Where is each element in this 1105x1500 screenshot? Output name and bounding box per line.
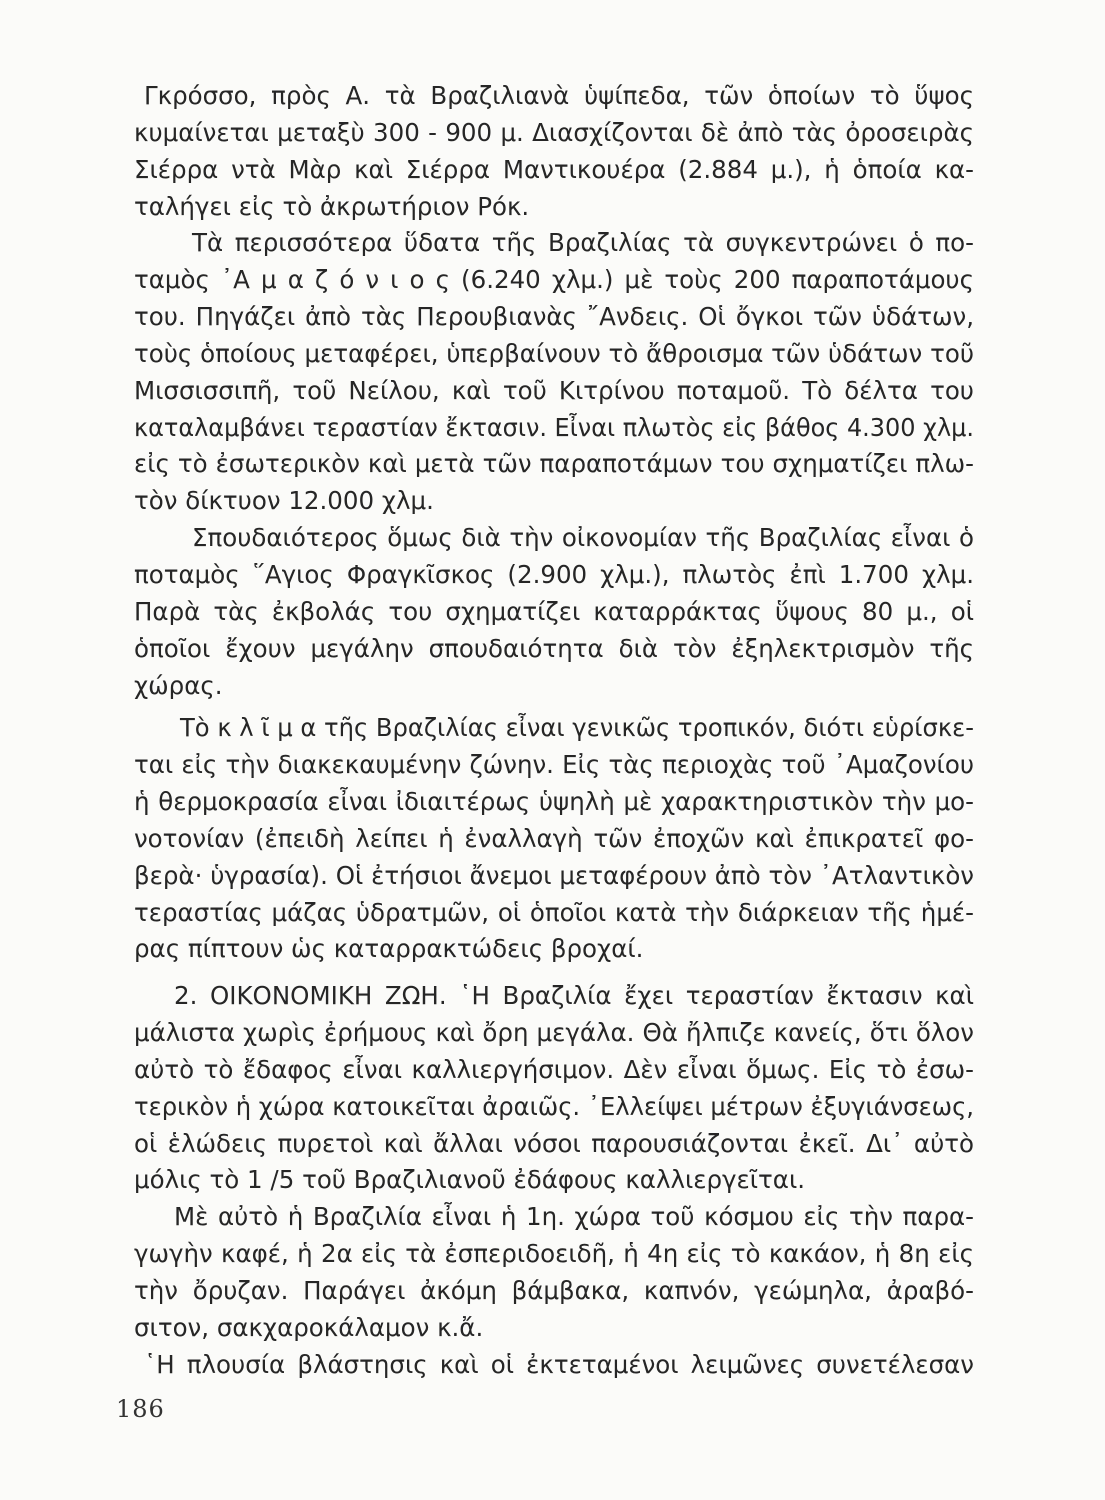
text-line bbox=[134, 747, 974, 784]
text-line bbox=[134, 895, 974, 932]
text-line-content: ταλήγει εἰς τὸ ἀκρωτήριον Ρόκ. bbox=[134, 191, 530, 221]
text-line-content: 2. ΟΙΚΟΝΟΜΙΚΗ ΖΩΗ. ῾Η Βραζιλία ἔχει τεραστίαν ἔκτασιν καὶ bbox=[174, 981, 974, 1011]
text-line-content: νοτονίαν (ἐπειδὴ λείπει ἡ ἐναλλαγὴ τῶν ἐποχῶν καὶ ἐπικρατεῖ φο- bbox=[134, 823, 974, 853]
text-line bbox=[134, 1052, 974, 1089]
text-line-content: Σιέρρα ντὰ Μὰρ καὶ Σιέρρα Μαντικουέρα (2.884 μ.), ἡ ὁποία κα- bbox=[134, 154, 974, 184]
text-line bbox=[134, 931, 974, 968]
text-line-content: τοὺς ὁποίους μεταφέρει, ὑπερβαίνουν τὸ ἄθροισμα τῶν ὑδάτων τοῦ bbox=[134, 338, 974, 368]
text-line-content: ται εἰς τὴν διακεκαυμένην ζώνην. Εἰς τὰς περιοχὰς τοῦ ᾿Αμαζονίου bbox=[134, 750, 974, 780]
text-line bbox=[134, 299, 974, 336]
text-line bbox=[134, 668, 974, 705]
section-heading-line bbox=[134, 978, 974, 1015]
text-line bbox=[134, 152, 974, 189]
text-line-content: ταμὸς ᾿Α μ α ζ ό ν ι ο ς (6.240 χλμ.) μὲ τοὺς 200 παραποτάμους bbox=[134, 265, 974, 295]
text-line bbox=[134, 1310, 974, 1347]
text-line bbox=[134, 858, 974, 895]
text-line-content: ὁποῖοι ἔχουν μεγάλην σπουδαιότητα διὰ τὸν ἐξηλεκτρισμὸν τῆς bbox=[134, 633, 974, 663]
text-line-content: ρας πίπτουν ὡς καταρρακτώδεις βροχαί. bbox=[134, 934, 644, 964]
text-line-content: γωγὴν καφέ, ἡ 2α εἰς τὰ ἐσπεριδοειδῆ, ἡ 4η εἰς τὸ κακάον, ἡ 8η εἰς bbox=[134, 1239, 974, 1269]
text-line-content: τερικὸν ἡ χώρα κατοικεῖται ἀραιῶς. ᾿Ελλείψει μέτρων ἐξυγιάνσεως, bbox=[134, 1091, 975, 1121]
text-line bbox=[134, 1162, 974, 1199]
text-line bbox=[134, 446, 974, 483]
paragraph-start-line bbox=[134, 1347, 974, 1384]
text-line bbox=[134, 1089, 974, 1126]
text-line-content: μάλιστα χωρὶς ἐρήμους καὶ ὄρη μεγάλα. Θὰ ἤλπιζε κανείς, ὅτι ὅλον bbox=[134, 1018, 974, 1048]
text-line bbox=[134, 78, 974, 115]
text-line bbox=[134, 1015, 974, 1052]
text-line bbox=[134, 1126, 974, 1163]
paragraph-start-line bbox=[134, 225, 974, 262]
text-line-content: κυμαίνεται μεταξὺ 300 - 900 μ. Διασχίζονται δὲ ἀπὸ τὰς ὀροσειρὰς bbox=[134, 117, 974, 147]
text-line bbox=[134, 594, 974, 631]
paragraph-start-line bbox=[134, 1199, 974, 1236]
paragraph-start-line bbox=[134, 710, 974, 747]
text-line-content: σιτον, σακχαροκάλαμον κ.ἄ. bbox=[134, 1312, 484, 1342]
text-line-content: Σπουδαιότερος ὅμως διὰ τὴν οἰκονομίαν τῆς Βραζιλίας εἶναι ὁ bbox=[192, 523, 974, 553]
text-line-content: του. Πηγάζει ἀπὸ τὰς Περουβιανὰς ῎Ανδεις. Οἱ ὄγκοι τῶν ὑδάτων, bbox=[134, 302, 974, 332]
text-line-content: εἰς τὸ ἐσωτερικὸν καὶ μετὰ τῶν παραποτάμων του σχηματίζει πλω- bbox=[134, 449, 974, 479]
text-line bbox=[134, 631, 974, 668]
text-line bbox=[134, 189, 974, 226]
text-line bbox=[134, 262, 974, 299]
text-line bbox=[134, 1236, 974, 1273]
text-line-content: Μισσισσιπῆ, τοῦ Νείλου, καὶ τοῦ Κιτρίνου ποταμοῦ. Τὸ δέλτα του bbox=[134, 375, 974, 405]
text-line-content: καταλαμβάνει τεραστίαν ἔκτασιν. Εἶναι πλωτὸς εἰς βάθος 4.300 χλμ. bbox=[134, 412, 975, 442]
text-line bbox=[134, 784, 974, 821]
page-number: 186 bbox=[116, 1395, 165, 1423]
text-line bbox=[134, 336, 974, 373]
text-line-content: ποταμὸς ῞Αγιος Φραγκῖσκος (2.900 χλμ.), πλωτὸς ἐπὶ 1.700 χλμ. bbox=[134, 559, 974, 589]
text-line-content: ῾Η πλουσία βλάστησις καὶ οἱ ἐκτεταμένοι λειμῶνες συνετέλεσαν bbox=[144, 1349, 974, 1379]
text-line-content: τεραστίας μάζας ὑδρατμῶν, οἱ ὁποῖοι κατὰ τὴν διάρκειαν τῆς ἡμέ- bbox=[134, 897, 974, 927]
text-line-content: τὸν δίκτυον 12.000 χλμ. bbox=[134, 486, 434, 516]
text-line bbox=[134, 483, 974, 520]
text-line bbox=[134, 373, 974, 410]
paragraph-start-line bbox=[134, 520, 974, 557]
text-line-content: βερὰ· ὑγρασία). Οἱ ἐτήσιοι ἄνεμοι μεταφέρουν ἀπὸ τὸν ᾿Ατλαντικὸν bbox=[134, 860, 974, 890]
text-line bbox=[134, 410, 974, 447]
text-line-content: οἱ ἑλώδεις πυρετοὶ καὶ ἄλλαι νόσοι παρουσιάζονται ἐκεῖ. Δι᾿ αὐτὸ bbox=[134, 1128, 974, 1158]
body-text bbox=[134, 78, 974, 1384]
text-line-content: Γκρόσσο, πρὸς Α. τὰ Βραζιλιανὰ ὑψίπεδα, τῶν ὁποίων τὸ ὕψος bbox=[144, 81, 974, 110]
text-line bbox=[134, 557, 974, 594]
text-line bbox=[134, 115, 974, 152]
text-line-content: αὐτὸ τὸ ἔδαφος εἶναι καλλιεργήσιμον. Δὲν εἶναι ὅμως. Εἰς τὸ ἐσω- bbox=[134, 1054, 974, 1084]
text-line-content: χώρας. bbox=[134, 670, 223, 700]
text-line-content: τὴν ὄρυζαν. Παράγει ἀκόμη βάμβακα, καπνόν, γεώμηλα, ἀραβό- bbox=[134, 1276, 974, 1305]
text-line-content: Τὸ κ λ ῖ μ α τῆς Βραζιλίας εἶναι γενικῶς τροπικόν, διότι εὑρίσκε- bbox=[180, 713, 974, 743]
text-line bbox=[134, 821, 974, 858]
text-line bbox=[134, 1273, 974, 1310]
text-line-content: ἡ θερμοκρασία εἶναι ἰδιαιτέρως ὑψηλὴ μὲ χαρακτηριστικὸν τὴν μο- bbox=[134, 787, 974, 817]
text-line-content: μόλις τὸ 1 /5 τοῦ Βραζιλιανοῦ ἐδάφους καλλιεργεῖται. bbox=[134, 1165, 806, 1195]
text-line-content: Μὲ αὐτὸ ἡ Βραζιλία εἶναι ἡ 1η. χώρα τοῦ κόσμου εἰς τὴν παρα- bbox=[174, 1202, 974, 1232]
text-line-content: Τὰ περισσότερα ὕδατα τῆς Βραζιλίας τὰ συγκεντρώνει ὁ πο- bbox=[192, 228, 974, 258]
text-line-content: Παρὰ τὰς ἐκβολάς του σχηματίζει καταρράκτας ὕψους 80 μ., οἱ bbox=[134, 596, 974, 626]
